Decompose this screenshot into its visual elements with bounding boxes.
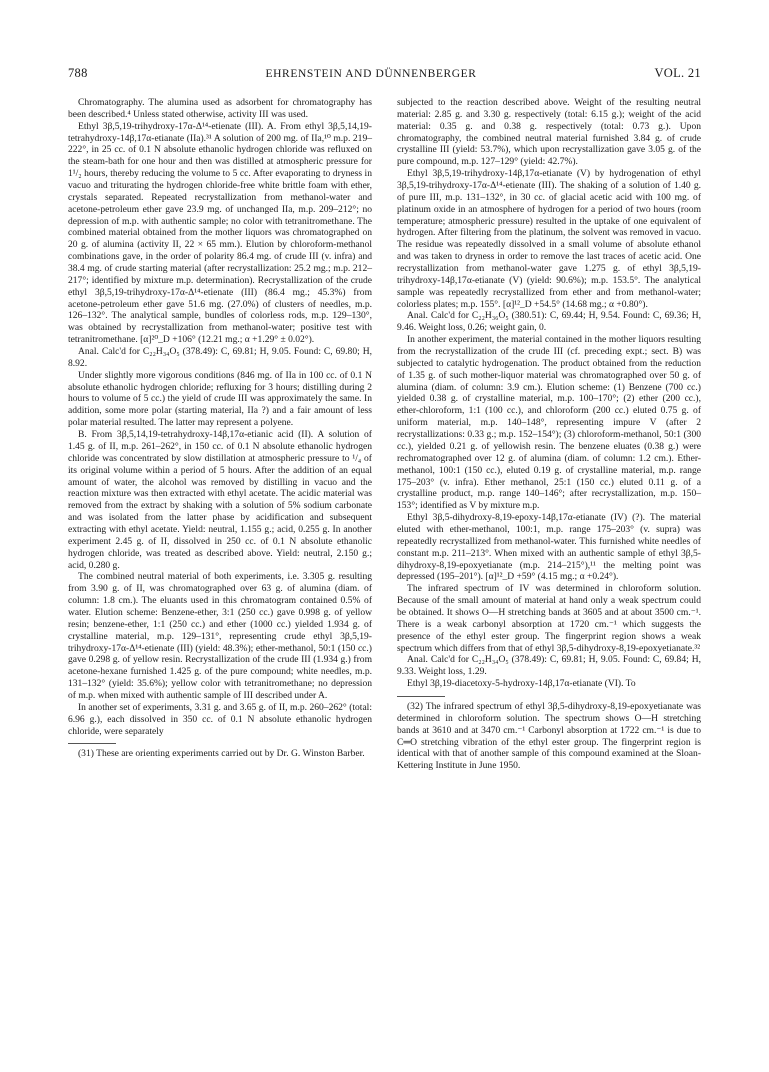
footnote-divider	[397, 696, 445, 697]
footnote-divider	[68, 743, 116, 744]
footnote: (31) These are orienting experiments carried out by Dr. G. Winston Barber.	[78, 748, 365, 760]
footnote: (32) The infrared spectrum of ethyl 3β,5-dihydroxy-8,19-epoxyetianate was determined in chloroform solution. The spectrum shows O—H stretching bands at 3610 and at 3470 cm.⁻¹ Carbonyl absorption at 1722 cm.⁻¹ is due to C═O stretching vibration of the ethyl ester group. The fingerprint region is identical with that of another sample of this compound examined at the Sloan-Kettering Institute in June 1950.	[397, 700, 701, 772]
paragraph: The combined neutral material of both experiments, i.e. 3.305 g. resulting from 3.90 g. of II, was chromatographed over 63 g. of alumina (diam. of column: 1.8 cm.). The eluants used in this chromatogram contained 0.5% of water. Elution scheme: Benzene-ether, 3:1 (250 cc.) gave 0.998 g. of yellow resin; benzene-ether, 1:1 (250 cc.) and ether (1000 cc.) yielded 1.934 g. of crystalline material, m.p. 129–131°, representing crude ethyl 3β,5,19-trihydroxy-17α-Δ¹⁴-etienate (III) (yield: 48.3%); ether-methanol, 50:1 (150 cc.) gave 0.298 g. of yellow resin. Recrystallization of the crude III (1.934 g.) from acetone-hexane furnished 1.425 g. of the pure compound; white needles, m.p. 131–132° (yield: 35.6%); yellow color with tetranitromethane; no depression of m.p. when mixed with authentic sample of III described under A.	[68, 571, 372, 701]
paragraph: Anal. Calc'd for C₂₂H₃₆O₅ (380.51): C, 69.44; H, 9.54. Found: C, 69.36; H, 9.46. Weight loss, 0.26; weight gain, 0.	[397, 310, 701, 334]
right-column	[397, 97, 701, 772]
page-header	[68, 66, 701, 81]
paragraph: The infrared spectrum of IV was determined in chloroform solution. Because of the small amount of material at hand only a weak spectrum could be obtained. It shows O—H stretching bands at 3605 and at about 3500 cm.⁻¹. There is a weak carbonyl absorption at 1720 cm.⁻¹ which suggests the presence of the ethyl ester group. The fingerprint region shows a weak spectrum which differs from that of ethyl 3β,5-dihydroxy-8,19-epoxyetianate.³²	[397, 583, 701, 654]
paragraph: Ethyl 3β,5,19-trihydroxy-17α-Δ¹⁴-etienate (III). A. From ethyl 3β,5,14,19-tetrahydroxy-14β,17α-etianate (IIa).³¹ A solution of 200 mg. of IIa,¹⁰ m.p. 219–222°, in 25 cc. of 0.1 N absolute ethanolic hydrogen chloride was refluxed on the steam-bath for one hour and then was distilled at atmospheric pressure for 1¹/₂ hours, thereby reducing the volume to 5 cc. After evaporating to dryness in vacuo and triturating the hydrogen chloride-free white brittle foam with ether, crystals separated. Repeated recrystallization from methanol-water and acetone-petroleum ether gave 23.9 mg. of unchanged IIa, m.p. 209–212°; no depression of m.p. with authentic sample; no color with tetranitromethane. The combined material obtained from the mother liquors was chromatographed on 20 g. of alumina (activity II, 22 × 65 mm.). Elution by chloroform-methanol combinations gave, in the order of polarity 86.4 mg. of crude III (v. infra) and 38.4 mg. of crude starting material (after recrystallization: 25.2 mg.; m.p. 212–217°; identified by mixture m.p. determination). Recrystallization of the crude ethyl 3β,5,19-trihydroxy-17α-Δ¹⁴-etienate (III) (86.4 mg.; 45.3%) from acetone-petroleum ether gave 51.6 mg. (27.0%) of clusters of needles, m.p. 126–132°. The analytical sample, bundles of colorless rods, m.p. 129–130°, was obtained by recrystallization from methanol-water; positive test with tetranitromethane. [α]²⁰_D +106° (12.21 mg.; α +1.29° ± 0.02°).	[68, 120, 372, 346]
paragraph: Anal. Calc'd for C₂₂H₃₄O₅ (378.49): C, 69.81; H, 9.05. Found: C, 69.80; H, 8.92.	[68, 346, 372, 369]
paragraph: Anal. Calc'd for C₂₂H₃₄O₅ (378.49): C, 69.81; H, 9.05. Found: C, 69.84; H, 9.33. Weight loss, 1.29.	[397, 654, 701, 678]
paragraph: Chromatography. The alumina used as adsorbent for chromatography has been described.⁴ Unless stated otherwise, activity III was used.	[68, 97, 372, 120]
left-column	[68, 97, 372, 772]
two-column-body	[68, 97, 701, 772]
running-title: EHRENSTEIN AND DÜNNENBERGER	[265, 68, 477, 80]
paragraph: In another set of experiments, 3.31 g. and 3.65 g. of II, m.p. 260–262° (total: 6.96 g.), each dissolved in 350 cc. of 0.1 N absolute ethanolic hydrogen chloride, were separately	[68, 701, 372, 737]
paragraph: subjected to the reaction described above. Weight of the resulting neutral material: 2.85 g. and 3.30 g. respectively (total: 6.15 g.); weight of the acid material: 0.35 g. and 0.38 g. respectively (total: 0.73 g.). Upon chromatography, the combined neutral material furnished 3.84 g. of crude crystalline III (yield: 53.7%), which upon recrystallization gave 3.05 g. of the pure compound, m.p. 127–129° (yield: 42.7%).	[397, 97, 701, 168]
paragraph: Ethyl 3β,5-dihydroxy-8,19-epoxy-14β,17α-etianate (IV) (?). The material eluted with ether-methanol, 100:1, m.p. range 175–203° (v. supra) was repeatedly recrystallized from methanol-water. This furnished white needles of constant m.p. 211–213°. When mixed with an authentic sample of ethyl 3β,5-dihydroxy-8,19-epoxyetianate (m.p. 214–215°),¹¹ the melting point was depressed (195–201°). [α]¹²_D +59° (4.15 mg.; α +0.24°).	[397, 512, 701, 583]
paragraph: B. From 3β,5,14,19-tetrahydroxy-14β,17α-etianic acid (II). A solution of 1.45 g. of II, m.p. 261–262°, in 150 cc. of 0.1 N absolute ethanolic hydrogen chloride was concentrated by slow distillation at atmospheric pressure to ¹/₄ of its original volume within a period of 5 hours. After the addition of an equal amount of water, the alcohol was removed by distilling in vacuo and the reaction mixture was then extracted with ethyl acetate. The acidic material was removed from the extract by shaking with a solution of 5% sodium carbonate and was isolated from the latter phase by acidification and subsequent extracting with ethyl acetate. Yield: neutral, 1.155 g.; acid, 0.255 g. In another experiment 2.45 g. of II, dissolved in 250 cc. of 0.1 N absolute ethanolic hydrogen chloride, was treated as described above. Yield: neutral, 2.150 g.; acid, 0.280 g.	[68, 429, 372, 571]
page-number: 788	[68, 66, 88, 80]
paragraph: Ethyl 3β,19-diacetoxy-5-hydroxy-14β,17α-etianate (VI). To	[407, 678, 636, 690]
volume-label: VOL. 21	[654, 66, 701, 80]
paragraph: Under slightly more vigorous conditions (846 mg. of IIa in 100 cc. of 0.1 N absolute ethanolic hydrogen chloride; refluxing for 3 hours; distilling during 2 hours to volume of 5 cc.) the yield of crude III was approximately the same. In addition, some more polar (starting material, IIa ?) and a fair amount of less polar material resulted. The latter may represent a polyene.	[68, 369, 372, 429]
paragraph: In another experiment, the material contained in the mother liquors resulting from the recrystallization of the crude III (cf. preceding expt.; sect. B) was subjected to catalytic hydrogenation. The product obtained from the reduction of 1.35 g. of such mother-liquor material was chromatographed over 50 g. of alumina (diam. of column: 3.9 cm.). Elution scheme: (1) Benzene (700 cc.) yielded 0.38 g. of crystalline material, m.p. 100–170°; (2) ether (200 cc.), ether-chloroform, 1:1 (100 cc.), and chloroform (200 cc.) eluted 0.75 g. of uniform material, m.p. 140–148°, representing impure V (after 2 recrystallizations: 0.33 g.; m.p. 152–154°); (3) chloroform-methanol, 50:1 (300 cc.), yielded 0.21 g. of yellowish resin. The benzene eluates (0.38 g.) were rechromatographed over 12 g. of alumina (diam. of column: 1.2 cm.). Ether-methanol, 100:1 (150 cc.), eluted 0.19 g. of crystalline material, m.p. range 175–203° (v. infra). Ether methanol, 25:1 (150 cc.) eluted 0.11 g. of a crystalline product, m.p. range 140–146°; after recrystallization, m.p. 150–153°; identified as V by mixture m.p.	[397, 334, 701, 512]
paragraph: Ethyl 3β,5,19-trihydroxy-14β,17α-etianate (V) by hydrogenation of ethyl 3β,5,19-trihydroxy-17α-Δ¹⁴-etienate (III). The shaking of a solution of 1.40 g. of pure III, m.p. 131–132°, in 30 cc. of glacial acetic acid with 100 mg. of platinum oxide in an atmosphere of hydrogen for a period of two hours (room temperature; atmospheric pressure) resulted in the uptake of one equivalent of hydrogen. After filtering from the platinum, the solvent was removed in vacuo. The residue was repeatedly dissolved in a small volume of absolute ethanol and was taken to dryness in order to remove the last traces of acetic acid. One recrystallization from methanol-water gave 1.275 g. of ethyl 3β,5,19-trihydroxy-14β,17α-etianate (V) (yield: 90.6%); m.p. 153.5°. The analytical sample was repeatedly recrystallized from ether and from methanol-water; colorless plates; m.p. 155°. [α]¹²_D +54.5° (14.68 mg.; α +0.80°).	[397, 168, 701, 310]
